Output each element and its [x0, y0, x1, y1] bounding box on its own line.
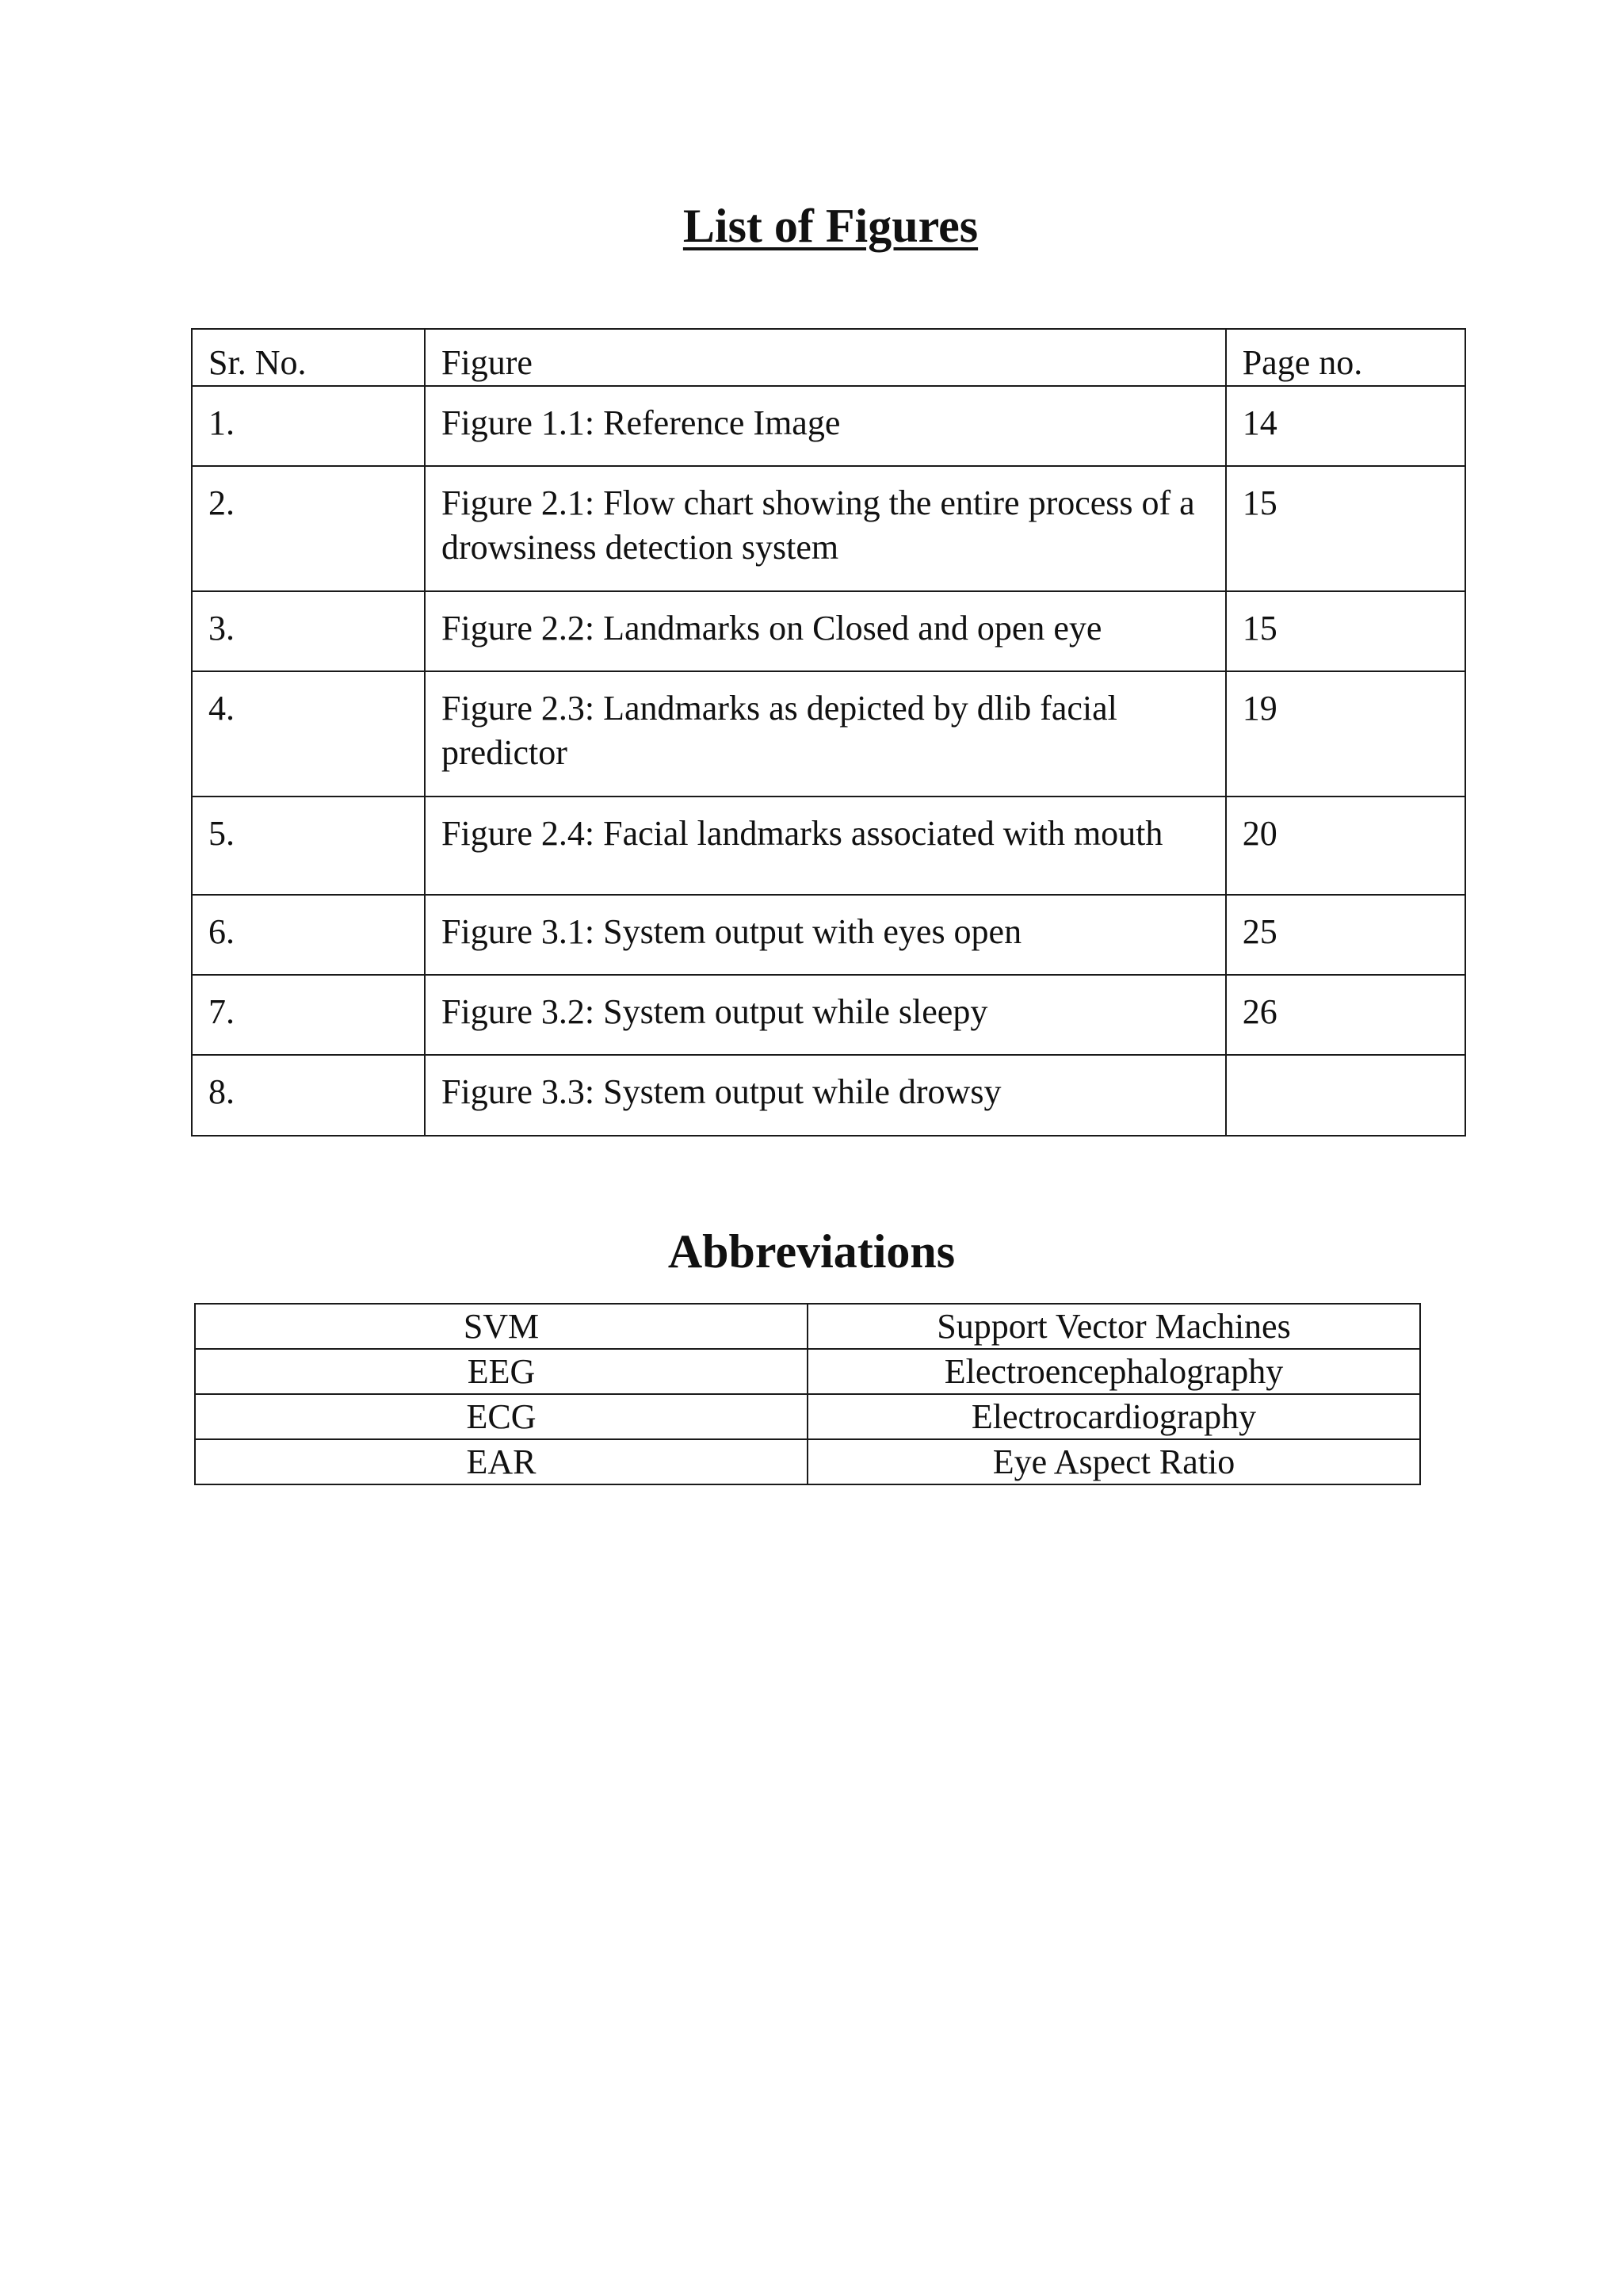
header-sr-no: Sr. No.	[192, 329, 425, 386]
row-page-no: 26	[1226, 975, 1465, 1055]
abbreviations-table	[194, 1303, 1421, 1485]
table-row	[195, 1304, 1420, 1349]
header-figure: Figure	[425, 329, 1226, 386]
table-row	[195, 1394, 1420, 1439]
table-row	[192, 386, 1465, 466]
row-sr-no: 3.	[192, 591, 425, 671]
table-row	[195, 1439, 1420, 1484]
row-figure: Figure 2.3: Landmarks as depicted by dlib facial predictor	[425, 671, 1226, 797]
abbreviations-title: Abbreviations	[667, 1225, 956, 1278]
table-row	[192, 671, 1465, 797]
abbreviation: EAR	[195, 1439, 808, 1484]
row-figure: Figure 2.4: Facial landmarks associated with mouth	[425, 797, 1226, 895]
page-title	[0, 197, 1623, 255]
row-sr-no: 6.	[192, 895, 425, 975]
row-figure: Figure 3.1: System output with eyes open	[425, 895, 1226, 975]
row-page-no: 14	[1226, 386, 1465, 466]
abbreviation-meaning: Support Vector Machines	[808, 1304, 1420, 1349]
row-figure: Figure 1.1: Reference Image	[425, 386, 1226, 466]
row-sr-no: 5.	[192, 797, 425, 895]
table-row	[192, 466, 1465, 591]
list-of-figures-title: List of Figures	[682, 200, 979, 252]
row-figure: Figure 3.3: System output while drowsy	[425, 1055, 1226, 1136]
abbreviation: ECG	[195, 1394, 808, 1439]
row-sr-no: 1.	[192, 386, 425, 466]
row-page-no: 15	[1226, 591, 1465, 671]
row-page-no: 20	[1226, 797, 1465, 895]
row-page-no	[1226, 1055, 1465, 1136]
row-sr-no: 4.	[192, 671, 425, 797]
table-row	[192, 591, 1465, 671]
row-sr-no: 8.	[192, 1055, 425, 1136]
table-row	[195, 1349, 1420, 1394]
abbreviation-meaning: Electroencephalography	[808, 1349, 1420, 1394]
row-sr-no: 2.	[192, 466, 425, 591]
row-page-no: 19	[1226, 671, 1465, 797]
abbreviation: SVM	[195, 1304, 808, 1349]
abbreviation: EEG	[195, 1349, 808, 1394]
abbreviation-meaning: Eye Aspect Ratio	[808, 1439, 1420, 1484]
table-row	[192, 975, 1465, 1055]
row-page-no: 15	[1226, 466, 1465, 591]
figures-table	[191, 328, 1466, 1137]
row-figure: Figure 2.1: Flow chart showing the entire process of a drowsiness detection system	[425, 466, 1226, 591]
row-sr-no: 7.	[192, 975, 425, 1055]
table-row	[192, 895, 1465, 975]
table-row	[192, 797, 1465, 895]
row-page-no: 25	[1226, 895, 1465, 975]
abbreviation-meaning: Electrocardiography	[808, 1394, 1420, 1439]
header-page-no: Page no.	[1226, 329, 1465, 386]
row-figure: Figure 3.2: System output while sleepy	[425, 975, 1226, 1055]
table-header-row	[192, 329, 1465, 386]
table-row	[192, 1055, 1465, 1136]
row-figure: Figure 2.2: Landmarks on Closed and open eye	[425, 591, 1226, 671]
